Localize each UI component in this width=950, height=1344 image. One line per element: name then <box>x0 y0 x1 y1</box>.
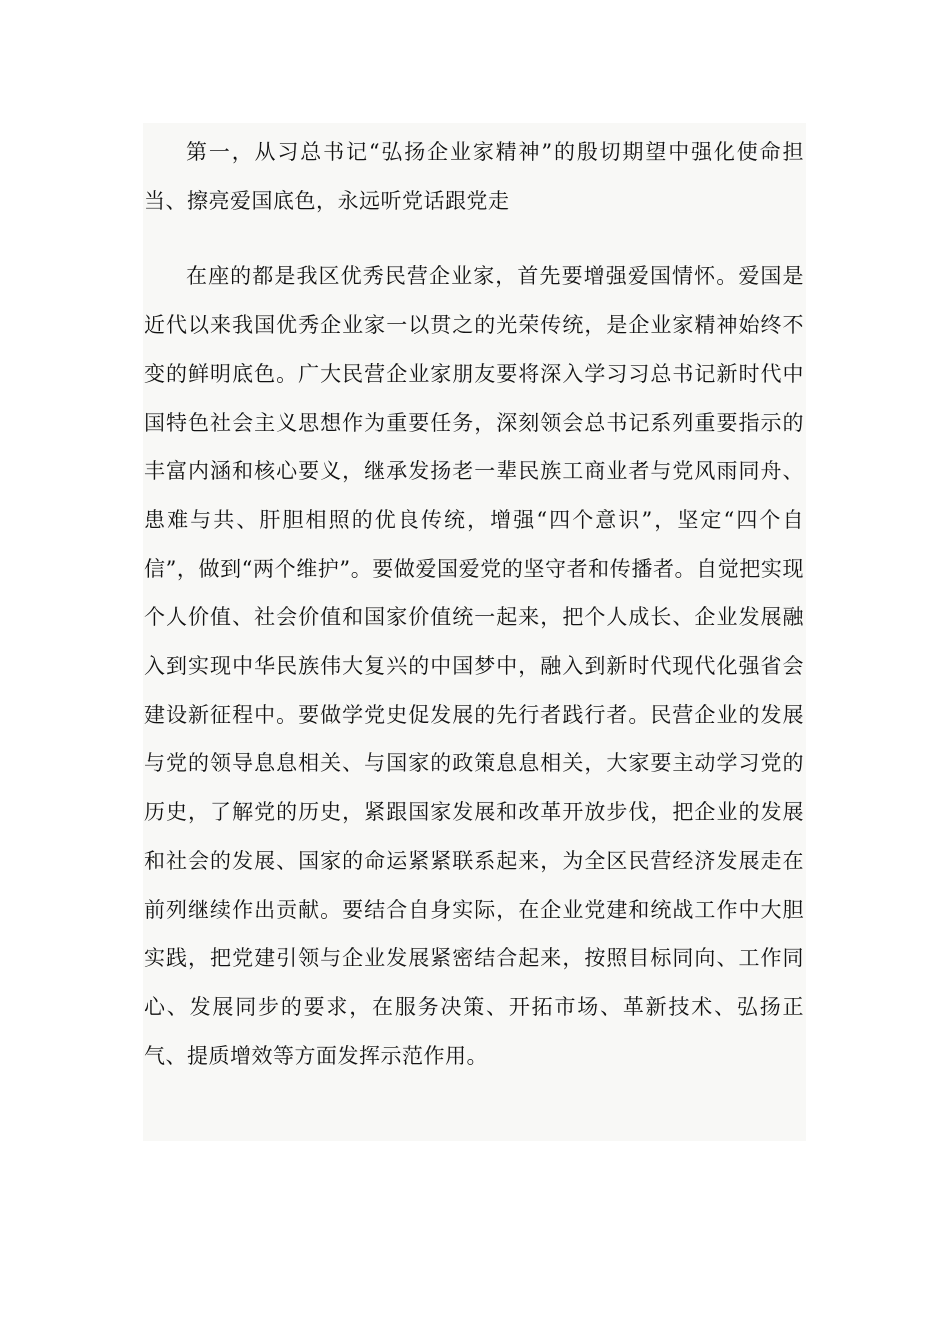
section-heading-paragraph: 第一，从习总书记“弘扬企业家精神”的殷切期望中强化使命担当、擦亮爱国底色，永远听党话跟党走 <box>144 140 804 213</box>
document-text-block <box>143 123 806 1141</box>
body-paragraph: 在座的都是我区优秀民营企业家，首先要增强爱国情怀。爱国是近代以来我国优秀企业家一以贯之的光荣传统，是企业家精神始终不变的鲜明底色。广大民营企业家朋友要将深入学习习总书记新时代中国特色社会主义思想作为重要任务，深刻领会总书记系列重要指示的丰富内涵和核心要义，继承发扬老一辈民族工商业者与党风雨同舟、患难与共、肝胆相照的优良传统，增强“四个意识”，坚定“四个自信”，做到“两个维护”。要做爱国爱党的坚守者和传播者。自觉把实现个人价值、社会价值和国家价值统一起来，把个人成长、企业发展融入到实现中华民族伟大复兴的中国梦中，融入到新时代现代化强省会建设新征程中。要做学党史促发展的先行者践行者。民营企业的发展与党的领导息息相关、与国家的政策息息相关，大家要主动学习党的历史，了解党的历史，紧跟国家发展和改革开放步伐，把企业的发展和社会的发展、国家的命运紧紧联系起来，为全区民营经济发展走在前列继续作出贡献。要结合自身实际，在企业党建和统战工作中大胆实践，把党建引领与企业发展紧密结合起来，按照目标同向、工作同心、发展同步的要求，在服务决策、开拓市场、革新技术、弘扬正气、提质增效等方面发挥示范作用。 <box>144 264 804 1068</box>
